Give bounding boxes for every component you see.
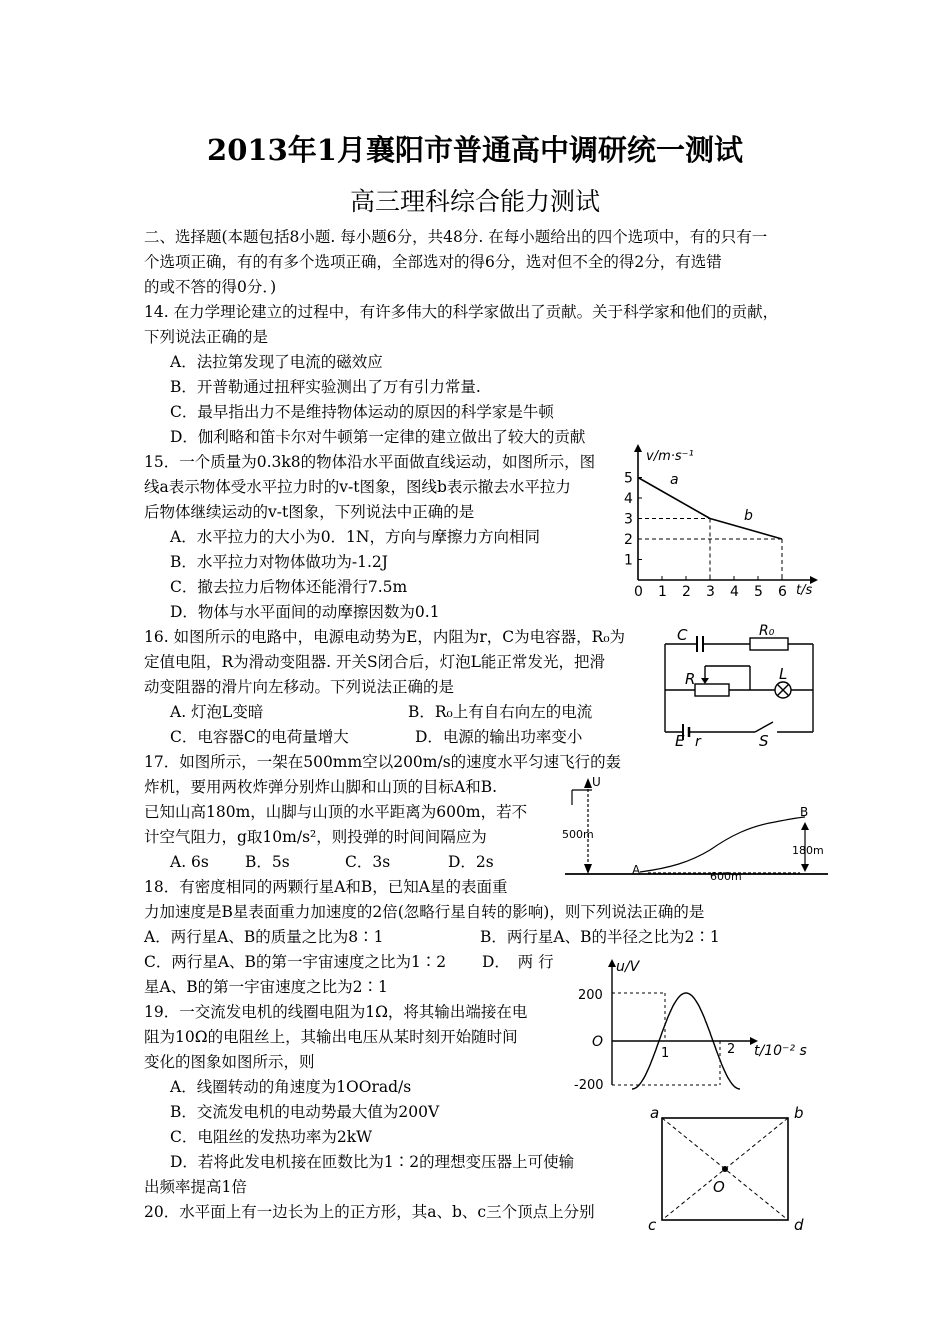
q16-stem-1: 16. 如图所示的电路中，电源电动势为E，内阻为r，C为电容器，R₀为 [144, 628, 626, 646]
page-subtitle: 高三理科综合能力测试 [349, 187, 600, 216]
vt-ytick-label: 1 [624, 552, 633, 569]
plane-label-u: U [592, 775, 601, 789]
square-label-a: a [650, 1104, 660, 1122]
square-label-c: c [648, 1216, 657, 1234]
vt-xtick-label: 1 [658, 584, 667, 600]
vt-xlabel: t/s [796, 583, 813, 598]
q17-stem-3: 已知山高180m，山脚与山顶的水平距离为600m，若不 [144, 803, 528, 821]
ac-voltage-graph [572, 955, 812, 1095]
vt-ytick-label: 2 [624, 532, 633, 548]
q17-option-b: B．5s [245, 853, 290, 871]
q17-stem-2: 炸机，要用两枚炸弹分别炸山脚和山顶的目标A和B. [144, 778, 498, 796]
plane-height-label: 500m [562, 828, 594, 841]
q18-option-c: C．两行星A、B的第一宇宙速度之比为1∶2 [144, 953, 447, 971]
circuit-label-c: C [677, 626, 688, 644]
q15-option-b: B．水平拉力对物体做功为-1.2J [170, 553, 388, 571]
square-label-b: b [794, 1104, 804, 1122]
q20-stem-1: 20．水平面上有一边长为上的正方形，其a、b、c三个顶点上分别 [144, 1203, 595, 1221]
vt-ytick-label: 3 [624, 511, 633, 528]
q19-stem-2: 阻为10Ω的电阻丝上，其输出电压从某时刻开始随时间 [144, 1028, 518, 1046]
vt-y-arrow [634, 444, 642, 452]
vt-ytick-label: 4 [624, 491, 633, 507]
circuit-label-r: R [685, 670, 696, 688]
q19-stem-1: 19．一交流发电机的线圈电阻为1Ω，将其输出端接在电 [144, 1003, 528, 1021]
vt-label-b: b [744, 508, 753, 524]
vt-ylabel: v/m·s⁻¹ [646, 449, 694, 464]
q16-option-d: D．电源的输出功率变小 [415, 728, 583, 746]
circuit-label-l: L [779, 665, 788, 683]
square-center-point [722, 1166, 728, 1172]
rheostat-slider-icon [701, 678, 709, 684]
q14-option-b: B．开普勒通过扭秤实验测出了万有引力常量. [170, 378, 481, 396]
vt-xtick-label: 3 [706, 584, 715, 600]
vt-graph [610, 440, 825, 600]
ac-xlabel: t/10⁻² s [754, 1043, 807, 1059]
ac-y-arrow [608, 959, 616, 967]
q18-option-a: A．两行星A、B的质量之比为8∶1 [144, 928, 384, 946]
bomber-mountain-diagram [560, 770, 830, 885]
mountain-arrow-up-icon [801, 822, 809, 830]
q15-stem-2: 线a表示物体受水平拉力时的v-t图象，图线b表示撤去水平拉力 [144, 478, 571, 496]
q16-stem-2: 定值电阻，R为滑动变阻器. 开关S闭合后，灯泡L能正常发光，把滑 [144, 653, 605, 671]
ac-ylabel: u/V [616, 959, 640, 975]
vt-xtick-label: 4 [730, 584, 739, 600]
q17-option-d: D．2s [448, 853, 494, 871]
vt-xtick-label: 5 [754, 584, 763, 600]
q15-option-c: C．撤去拉力后物体还能滑行7.5m [170, 578, 408, 596]
square-label-d: d [794, 1216, 804, 1234]
q19-option-a: A．线圈转动的角速度为1OOrad/s [170, 1078, 412, 1096]
circuit-label-r-internal: r [695, 734, 701, 747]
q19-option-c: C．电阻丝的发热功率为2kW [170, 1128, 373, 1146]
circuit-label-r0: R₀ [759, 623, 775, 639]
vt-xtick-label: 6 [778, 584, 787, 600]
q15-stem-1: 15．一个质量为0.3k8的物体沿水平面做直线运动，如图所示，图 [144, 453, 596, 471]
q16-option-c: C．电容器C的电荷量增大 [170, 728, 349, 746]
plane-label-b: B [800, 805, 809, 819]
q18-stem-1: 18．有密度相同的两颗行星A和B，已知A星的表面重 [144, 878, 508, 896]
q16-option-a: A. 灯泡L变暗 [170, 703, 264, 721]
q15-option-a: A．水平拉力的大小为0．1N，方向与摩擦力方向相同 [170, 528, 540, 546]
q19-option-b: B．交流发电机的电动势最大值为200V [170, 1103, 440, 1121]
q19-option-d-1: D．若将此发电机接在匝数比为1∶2的理想变压器上可使输 [170, 1153, 575, 1171]
instructions-line-2: 个选项正确，有的有多个选项正确，全部选对的得6分，选对但不全的得2分，有选错 [144, 253, 722, 271]
plane-mountain-label: 180m [792, 844, 824, 857]
q14-stem-2: 下列说法正确的是 [144, 328, 269, 346]
q18-option-b: B．两行星A、B的半径之比为2∶1 [480, 928, 720, 946]
plane-label-a: A [632, 863, 641, 877]
q16-stem-3: 动变阻器的滑片向左移动。下列说法正确的是 [144, 678, 455, 696]
ac-ytick-pos: 200 [578, 988, 603, 1003]
ac-ytick-neg: -200 [574, 1078, 604, 1093]
square-label-o: O [713, 1178, 725, 1196]
instructions-line-3: 的或不答的得0分．) [144, 278, 277, 296]
q19-option-d-2: 出频率提高1倍 [144, 1178, 247, 1196]
q18-stem-2: 力加速度是B星表面重力加速度的2倍(忽略行星自转的影响)，则下列说法正确的是 [144, 903, 705, 921]
vt-xtick-label: 2 [682, 584, 691, 600]
q15-stem-3: 后物体继续运动的v-t图象，下列说法中正确的是 [144, 503, 475, 521]
q17-option-a: A. 6s [170, 853, 209, 871]
plane-distance-label: 600m [710, 870, 742, 883]
circuit-diagram [655, 622, 825, 747]
page-title: 2013年1月襄阳市普通高中调研统一测试 [207, 133, 743, 167]
q18-option-d-part2: 星A、B的第一宇宙速度之比为2∶1 [144, 978, 388, 996]
mountain-arrow-down-icon [801, 864, 809, 872]
q17-option-c: C．3s [345, 853, 391, 871]
altitude-arrow-up-icon [584, 778, 592, 788]
circuit-label-s: S [759, 732, 769, 747]
q18-option-d-part1: D． 两 行 [482, 953, 554, 971]
q14-option-c: C．最早指出力不是维持物体运动的原因的科学家是牛顿 [170, 403, 554, 421]
q14-option-d: D．伽利略和笛卡尔对牛顿第一定律的建立做出了较大的贡献 [170, 428, 586, 446]
q15-option-d: D．物体与水平面间的动摩擦因数为0.1 [170, 603, 440, 621]
vt-label-a: a [670, 472, 679, 488]
q19-stem-3: 变化的图象如图所示，则 [144, 1053, 315, 1071]
ac-xtick-1: 1 [661, 1046, 670, 1061]
q17-stem-1: 17．如图所示，一架在500mm空以200m/s的速度水平匀速飞行的轰 [144, 753, 622, 771]
ac-xtick-2: 2 [727, 1042, 736, 1057]
q14-option-a: A．法拉第发现了电流的磁效应 [170, 353, 383, 371]
ac-origin: O [592, 1034, 604, 1050]
altitude-arrow-down-icon [584, 864, 592, 874]
q17-stem-4: 计空气阻力，g取10m/s²，则投弹的时间间隔应为 [144, 828, 487, 846]
square-diagram [640, 1100, 825, 1240]
vt-ytick-label: 5 [624, 470, 633, 487]
instructions-line-1: 二、选择题(本题包括8小题. 每小题6分，共48分. 在每小题给出的四个选项中，有的只有一 [144, 228, 768, 246]
vt-xtick-label: 0 [634, 584, 643, 600]
q14-stem-1: 14. 在力学理论建立的过程中，有许多伟大的科学家做出了贡献。关于科学家和他们的贡献， [144, 303, 779, 321]
q16-option-b: B．R₀上有自右向左的电流 [408, 703, 593, 721]
circuit-label-e: E [675, 732, 685, 747]
